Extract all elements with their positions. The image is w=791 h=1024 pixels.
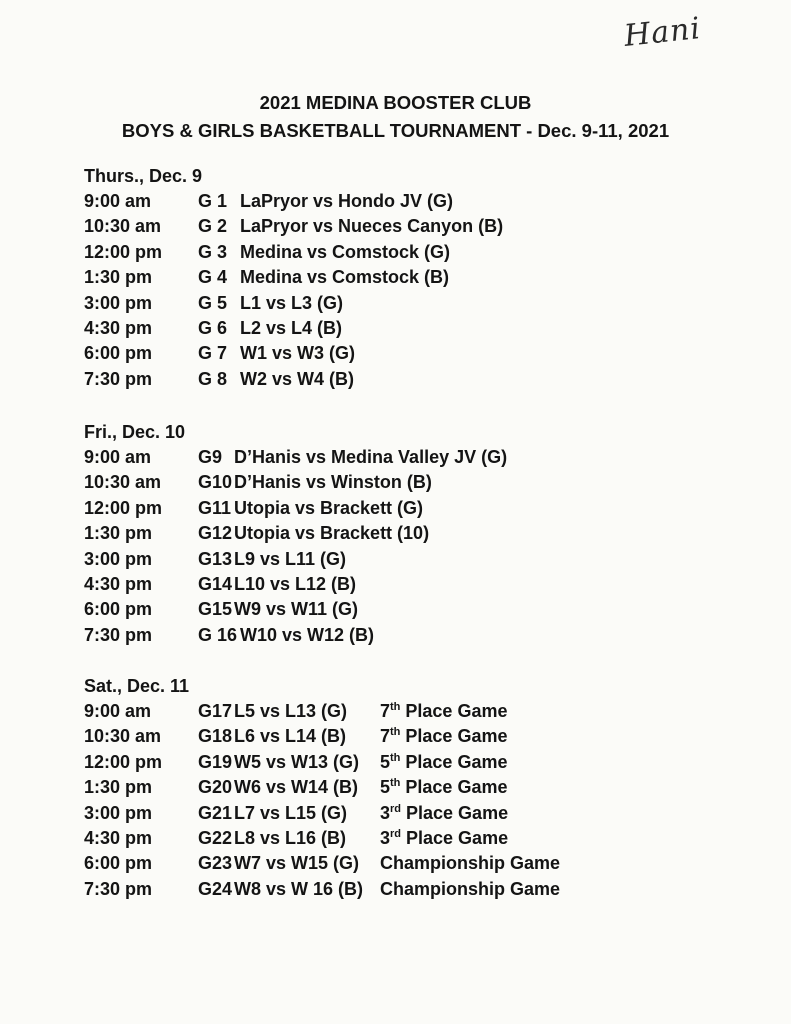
game-time: 1:30 pm xyxy=(84,267,153,288)
game-number: G 7 xyxy=(198,343,228,364)
game-time: 4:30 pm xyxy=(84,828,153,848)
game-matchup: L5 vs L13 (G) xyxy=(234,701,348,721)
game-note xyxy=(380,777,507,798)
game-row xyxy=(84,498,724,522)
game-matchup: LaPryor vs Nueces Canyon (B) xyxy=(240,216,504,237)
game-number: G12 xyxy=(198,523,233,544)
note-text: Place Game xyxy=(400,777,508,798)
game-time: 1:30 pm xyxy=(84,777,153,798)
game-time: 12:00 pm xyxy=(84,751,163,772)
game-time: 7:30 pm xyxy=(84,878,153,899)
game-time: 3:00 pm xyxy=(84,548,153,569)
game-time: 7:30 pm xyxy=(84,368,153,389)
game-matchup: L9 vs L11 (G) xyxy=(234,548,347,569)
game-number: G 3 xyxy=(198,241,228,262)
day-heading: Fri., Dec. 10 xyxy=(84,422,186,442)
game-row xyxy=(84,701,724,725)
game-row xyxy=(84,853,724,877)
game-row xyxy=(84,216,724,240)
game-row xyxy=(84,549,724,573)
note-text: Championship Game xyxy=(380,878,561,899)
place-number: 7 xyxy=(380,701,391,721)
game-time: 7:30 pm xyxy=(84,624,153,645)
game-matchup: Medina vs Comstock (B) xyxy=(240,267,450,288)
game-note xyxy=(380,853,560,874)
game-number: G 2 xyxy=(198,216,228,237)
game-matchup: Medina vs Comstock (G) xyxy=(240,241,451,262)
place-suffix: th xyxy=(390,777,401,790)
game-matchup: W6 vs W14 (B) xyxy=(234,777,359,798)
game-number: G13 xyxy=(198,548,233,569)
game-note xyxy=(380,803,508,824)
game-matchup: W10 vs W12 (B) xyxy=(240,624,375,645)
game-time: 3:00 pm xyxy=(84,292,153,313)
game-note xyxy=(380,726,507,747)
game-time: 12:00 pm xyxy=(84,497,163,518)
game-number: G22 xyxy=(198,828,233,848)
note-text: Place Game xyxy=(400,701,508,721)
title-line-1: 2021 MEDINA BOOSTER CLUB xyxy=(259,92,532,113)
game-number: G 8 xyxy=(198,368,228,389)
game-note xyxy=(380,828,508,849)
game-row xyxy=(84,625,724,649)
game-matchup: W8 vs W 16 (B) xyxy=(234,878,364,899)
game-row xyxy=(84,369,724,393)
game-note xyxy=(380,879,560,900)
game-time: 4:30 pm xyxy=(84,318,153,338)
game-number: G20 xyxy=(198,777,233,798)
game-time: 6:00 pm xyxy=(84,599,153,620)
game-time: 9:00 am xyxy=(84,191,152,211)
game-number: G 5 xyxy=(198,292,228,313)
game-number: G14 xyxy=(198,574,233,594)
place-suffix: rd xyxy=(390,802,402,815)
game-time: 12:00 pm xyxy=(84,241,163,262)
game-matchup: L2 vs L4 (B) xyxy=(240,318,343,338)
game-row xyxy=(84,777,724,801)
game-matchup: D’Hanis vs Medina Valley JV (G) xyxy=(234,447,508,467)
place-suffix: th xyxy=(390,726,401,739)
game-time: 10:30 am xyxy=(84,726,162,747)
game-number: G 4 xyxy=(198,267,228,288)
game-number: G19 xyxy=(198,751,233,772)
game-matchup: W7 vs W15 (G) xyxy=(234,853,360,874)
game-row xyxy=(84,242,724,266)
game-matchup: L7 vs L15 (G) xyxy=(234,802,348,823)
game-matchup: L1 vs L3 (G) xyxy=(240,292,344,313)
game-matchup: W9 vs W11 (G) xyxy=(234,599,359,620)
game-number: G17 xyxy=(198,701,233,721)
game-matchup: L10 vs L12 (B) xyxy=(234,574,357,594)
game-number: G21 xyxy=(198,802,233,823)
note-text: Place Game xyxy=(401,802,509,823)
place-number: 3 xyxy=(380,828,391,848)
game-matchup: W1 vs W3 (G) xyxy=(240,343,356,364)
game-number: G18 xyxy=(198,726,233,747)
note-text: Place Game xyxy=(400,726,508,747)
game-note xyxy=(380,701,507,722)
game-number: G10 xyxy=(198,472,233,493)
game-time: 3:00 pm xyxy=(84,802,153,823)
game-number: G15 xyxy=(198,599,233,620)
game-number: G23 xyxy=(198,853,233,874)
game-number: G11 xyxy=(198,497,232,518)
title-line-2: BOYS & GIRLS BASKETBALL TOURNAMENT - Dec. 9-11, 2021 xyxy=(121,120,670,141)
signature-text: Hani xyxy=(621,10,703,54)
game-matchup: Utopia vs Brackett (G) xyxy=(234,497,424,518)
day-heading: Sat., Dec. 11 xyxy=(84,676,190,696)
game-row xyxy=(84,828,724,852)
game-row xyxy=(84,599,724,623)
handwritten-signature xyxy=(612,4,712,60)
game-row xyxy=(84,803,724,827)
game-row xyxy=(84,267,724,291)
game-matchup: D’Hanis vs Winston (B) xyxy=(234,472,432,493)
game-note xyxy=(380,752,507,773)
game-matchup: L6 vs L14 (B) xyxy=(234,726,347,747)
place-number: 5 xyxy=(380,777,391,798)
game-row xyxy=(84,472,724,496)
game-matchup: L8 vs L16 (B) xyxy=(234,828,347,848)
game-time: 10:30 am xyxy=(84,472,162,493)
game-row xyxy=(84,293,724,317)
place-suffix: rd xyxy=(390,828,402,840)
game-matchup: W5 vs W13 (G) xyxy=(234,751,360,772)
game-number: G 16 xyxy=(198,624,238,645)
place-suffix: th xyxy=(390,751,401,764)
game-time: 1:30 pm xyxy=(84,523,153,544)
game-number: G 1 xyxy=(198,191,228,211)
note-text: Place Game xyxy=(400,751,508,772)
game-row xyxy=(84,726,724,750)
game-row xyxy=(84,752,724,776)
game-number: G9 xyxy=(198,447,223,467)
game-time: 9:00 am xyxy=(84,447,152,467)
game-time: 4:30 pm xyxy=(84,574,153,594)
place-number: 7 xyxy=(380,726,391,747)
game-row xyxy=(84,879,724,903)
game-time: 10:30 am xyxy=(84,216,162,237)
place-suffix: th xyxy=(390,701,401,713)
game-number: G 6 xyxy=(198,318,228,338)
game-matchup: Utopia vs Brackett (10) xyxy=(234,523,430,544)
game-row xyxy=(84,523,724,547)
game-time: 6:00 pm xyxy=(84,853,153,874)
game-row xyxy=(84,447,724,471)
note-text: Championship Game xyxy=(380,853,561,874)
game-row xyxy=(84,318,724,342)
game-number: G24 xyxy=(198,878,233,899)
game-row xyxy=(84,574,724,598)
game-row xyxy=(84,343,724,367)
game-time: 6:00 pm xyxy=(84,343,153,364)
place-number: 5 xyxy=(380,751,391,772)
game-time: 9:00 am xyxy=(84,701,152,721)
game-row xyxy=(84,191,724,215)
game-matchup: W2 vs W4 (B) xyxy=(240,368,355,389)
game-matchup: LaPryor vs Hondo JV (G) xyxy=(240,191,454,211)
note-text: Place Game xyxy=(401,828,509,848)
place-number: 3 xyxy=(380,802,391,823)
day-heading: Thurs., Dec. 9 xyxy=(84,166,203,186)
